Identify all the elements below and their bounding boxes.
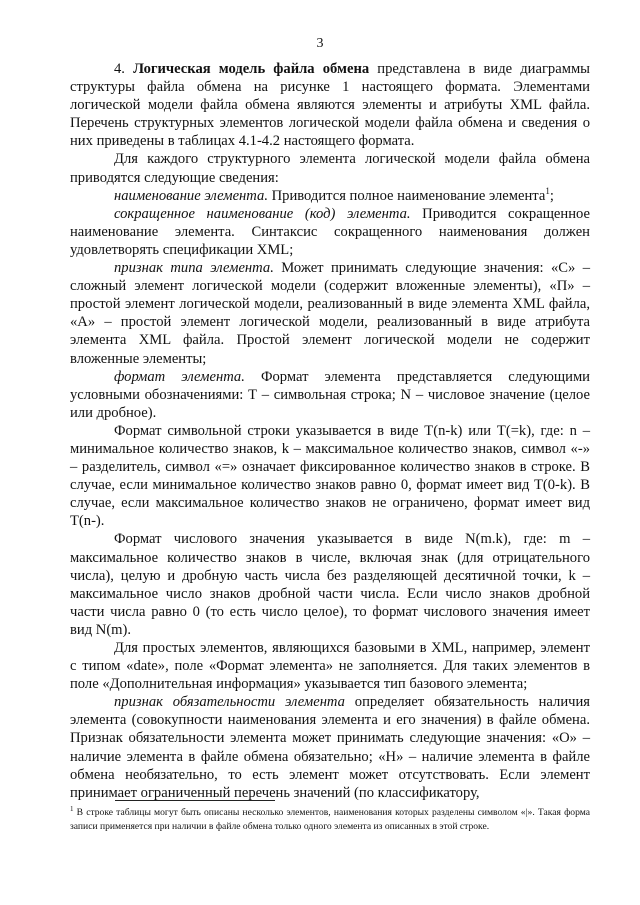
- text-element-name: Приводится полное наименование элемента: [267, 187, 546, 204]
- paragraph-element-name: [70, 187, 590, 205]
- paragraph-intro: Для каждого структурного элемента логической модели файла обмена приводятся следующие сведения:: [70, 151, 590, 186]
- section-term: Логическая модель файла обмена: [133, 61, 370, 77]
- paragraph-mandatory: [70, 693, 590, 802]
- text-element-type: Может принимать следующие значения: «С» – сложный элемент логической модели (содержит вложенные элементы), «П» – простой элемент логической модели, реализованный в виде элемента XML файла, «А» – простой элемент логической модели, реализованный в виде атрибута элемента XML файла. Простой элемент логической модели не содержит вложенные элементы;: [70, 260, 590, 367]
- term-element-name: наименование элемента.: [114, 187, 268, 204]
- page-number: 3: [316, 36, 324, 51]
- footnote: [70, 806, 590, 833]
- paragraph-element-type: [70, 259, 590, 368]
- paragraph-number-format: Формат числового значения указывается в виде N(m.k), где: m – максимальное количество знаков в числе, включая знак (для отрицательного числа), целую и дробную часть числа без разделяющей десятичной точки, k – максимальное число знаков дробной части числа. Если число знаков дробной части числа равно 0 (то есть число целое), то формат числового значения имеет вид N(m).: [70, 531, 590, 638]
- section-number: 4.: [114, 61, 134, 77]
- text-element-format: Формат элемента представляется следующими условными обозначениями: Т – символьная строка; N – числовое значение (целое или дробное).: [70, 368, 590, 421]
- paragraph-base-types: Для простых элементов, являющихся базовыми в XML, например, элемент с типом «date», поле «Формат элемента» не заполняется. Для таких элементов в поле «Дополнительная информация» указывается тип базового элемента;: [70, 640, 590, 693]
- term-short-name: сокращенное наименование (код) элемента.: [114, 205, 411, 222]
- footnote-separator: [115, 800, 275, 801]
- section-text: представлена в виде диаграммы структуры файла обмена на рисунке 1 настоящего формата. Элементами логической модели файла обмена являются элементы и атрибуты XML файла. Перечень структурных элементов логической модели файла обмена и сведения о них приведены в таблицах 4.1-4.2 настоящего формата.: [70, 61, 590, 150]
- text-mandatory: определяет обязательность наличия элемента (совокупности наименования элемента и его значения) в файле обмена. Признак обязательности элемента может принимать следующие значения: «О» – наличие элемента в файле обмена обязательно; «Н» – наличие элемента в файле обмена необязательно, то есть элемент может отсутствовать. Если элемент принимает ограниченный перечень значений (по классификатору,: [70, 694, 590, 801]
- footnote-mark: 1: [70, 804, 74, 813]
- paragraph-element-format: [70, 368, 590, 422]
- term-mandatory: признак обязательности элемента: [114, 694, 345, 711]
- paragraph-short-name: [70, 205, 590, 259]
- paragraph-string-format: Формат символьной строки указывается в виде Т(n-k) или Т(=k), где: n – минимальное количество знаков, k – максимальное количество знаков, символ «-» – разделитель, символ «=» означает фиксированное количество знаков в строке. В случае, если минимальное количество знаков равно 0, формат имеет вид Т(0-k). В случае, если максимальное количество знаков не ограничено, формат имеет вид Т(n-).: [70, 422, 590, 530]
- page-body: [70, 60, 590, 802]
- paragraph-logical-model: [70, 60, 590, 150]
- footnote-ref: 1: [545, 185, 550, 196]
- text-short-name: Приводится сокращенное наименование элемента. Синтаксис сокращенного наименования должен удовлетворять спецификации XML;: [70, 205, 590, 258]
- punct-semicolon: ;: [549, 187, 554, 204]
- term-element-format: формат элемента.: [114, 368, 245, 385]
- term-element-type: признак типа элемента.: [114, 260, 274, 277]
- footnote-text: В строке таблицы могут быть описаны несколько элементов, наименования которых разделены символом «|». Такая форма записи применяется при наличии в файле обмена только одного элемента из описанных в этой строке.: [70, 807, 590, 832]
